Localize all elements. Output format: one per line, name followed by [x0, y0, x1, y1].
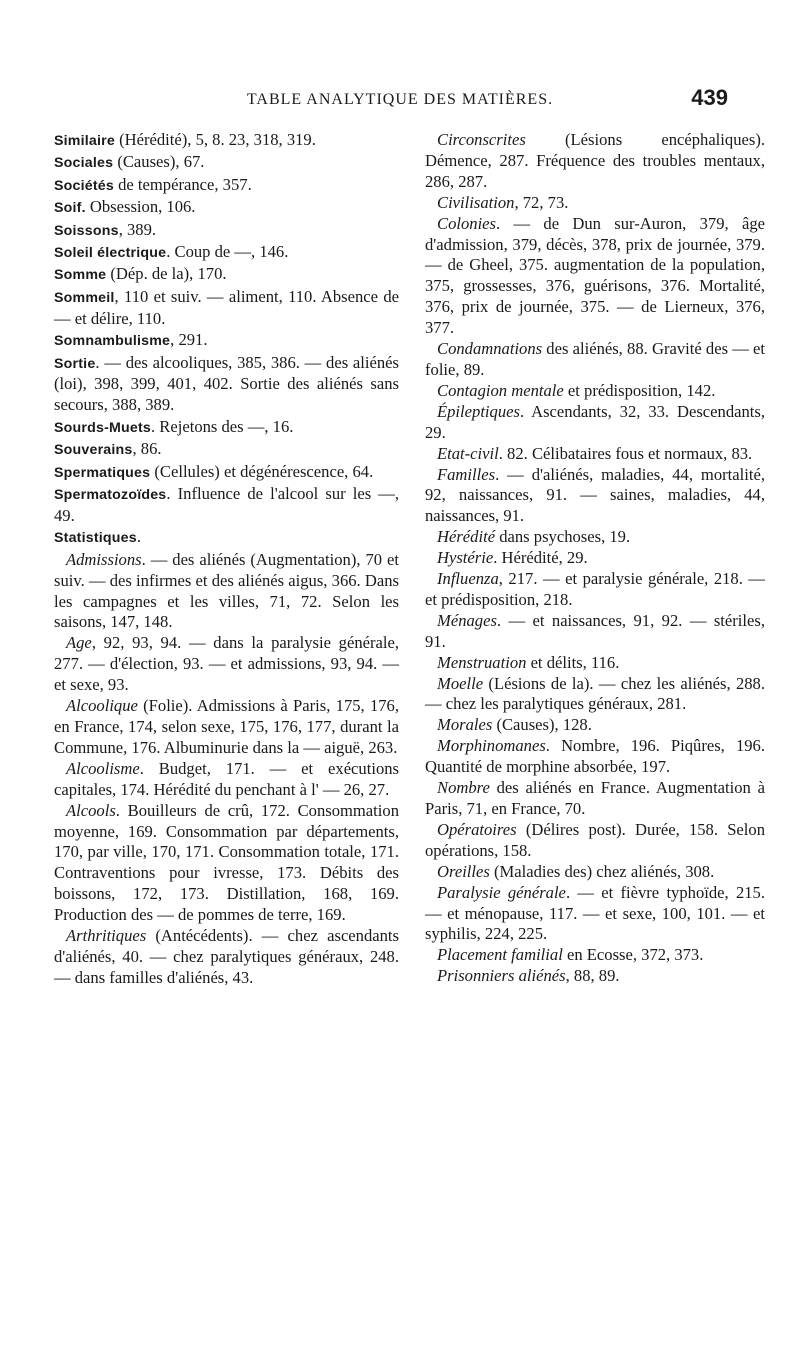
entry-subheading: Placement familial: [437, 945, 563, 965]
entry-text: . Influence de l'alcool sur les —, 49.: [54, 484, 399, 525]
entry-subheading: Etat-civil: [437, 443, 499, 463]
entry-subheading: Condamnations: [437, 339, 543, 359]
entry-text: et prédisposition, 142.: [563, 380, 716, 400]
entry-text: (Antécédents). — chez ascendants d'aliénés, 40. — chez paralytiques généraux, 248. — dans familles d'aliénés, 43.: [54, 926, 399, 987]
entry-headword: Somnambulisme: [54, 333, 171, 350]
entry-text: . 82. Célibataires fous et normaux, 83.: [498, 443, 753, 463]
entry-headword: Similaire: [54, 133, 115, 149]
index-entry: [425, 778, 765, 820]
index-entry: [54, 801, 399, 926]
entry-text: . — des alcooliques, 385, 386. — des aliénés (loi), 398, 399, 401, 402. Sortie des aliénés sans secours, 388, 389.: [54, 352, 399, 415]
entry-text: . — des aliénés (Augmentation), 70 et suiv. — des infirmes et des aliénés aigus, 366. Dans les campagnes et les villes, 71, 72. Selon les saisons, 147, 148.: [54, 549, 399, 632]
index-entry: [54, 633, 399, 696]
entry-text: et délits, 116.: [526, 652, 620, 672]
index-entry: [425, 569, 765, 611]
entry-headword: Sociétés: [54, 177, 114, 194]
entry-subheading: Alcoolisme: [66, 758, 140, 778]
entry-subheading: Nombre: [437, 778, 490, 798]
entry-text: (Maladies des) chez aliénés, 308.: [489, 861, 715, 881]
index-entry: [425, 381, 765, 402]
index-entry: [54, 175, 399, 197]
index-entry: [54, 353, 399, 417]
index-entry: [425, 465, 765, 528]
entry-headword: Statistiques: [54, 530, 137, 547]
entry-text: . Bouilleurs de crû, 172. Consommation moyenne, 169. Consommation par départements, 170, par ville, 170, 171. Consommation totale, 171. Contraventions pour ivresse, 173. Débits des boissons, 172, 173. Distillation, 168, 169. Production des — de pommes de terre, 169.: [54, 800, 399, 925]
entry-text: . Coup de —, 146.: [166, 242, 289, 262]
index-entry: [54, 527, 399, 549]
entry-subheading: Morphinomanes: [437, 736, 546, 756]
index-entry: [425, 402, 765, 444]
entry-subheading: Influenza: [437, 569, 499, 589]
entry-subheading: Paralysie générale: [437, 882, 566, 902]
entry-text: en Ecosse, 372, 373.: [562, 945, 704, 965]
entry-text: (Hérédité), 5, 8. 23, 318, 319.: [114, 130, 316, 149]
index-entry: [425, 339, 765, 381]
entry-headword: Soissons: [54, 222, 119, 239]
entry-headword: Souverains: [54, 442, 133, 459]
entry-text: . — d'aliénés, maladies, 44, mortalité, 92, naissances, 91. — saines, maladies, 44, naissances, 91.: [425, 464, 765, 526]
entry-text: (Folie). Admissions à Paris, 175, 176, en France, 174, selon sexe, 175, 176, 177, durant la Commune, 176. Albuminurie dans la — aiguë, 263.: [54, 696, 399, 757]
entry-text: , 92, 93, 94. — dans la paralysie générale, 277. — d'élection, 93. — et admissions, 93, 94. — et sexe, 93.: [54, 633, 399, 695]
entry-text: (Dép. de la), 170.: [106, 264, 227, 284]
index-entry: [54, 130, 399, 152]
index-entry: [54, 264, 399, 286]
entry-text: , 389.: [118, 219, 157, 239]
entry-headword: Sortie: [54, 355, 96, 372]
entry-text: (Délires post). Durée, 158. Selon opérations, 158.: [425, 819, 765, 860]
entry-text: (Causes), 67.: [113, 152, 205, 172]
entry-subheading: Oreilles: [437, 861, 490, 881]
running-title: TABLE ANALYTIQUE DES MATIÈRES.: [246, 91, 554, 108]
index-entry: [54, 220, 399, 242]
entry-text: dans psychoses, 19.: [495, 527, 631, 547]
index-entry: [425, 548, 765, 569]
entry-subheading: Prisonniers aliénés: [437, 966, 566, 986]
index-entry: [425, 674, 765, 716]
entry-text: . — et fièvre typhoïde, 215. — et ménopause, 117. — et sexe, 100, 101. — et syphilis, 224, 225.: [425, 882, 765, 944]
index-entry: [54, 330, 399, 352]
index-entry: [54, 759, 399, 801]
entry-text: de tempérance, 357.: [113, 174, 252, 194]
entry-text: .: [136, 527, 141, 547]
left-column: [54, 130, 399, 989]
entry-text: , 110 et suiv. — aliment, 110. Absence de — et délire, 110.: [54, 286, 399, 328]
entry-text: . Budget, 171. — et exécutions capitales, 174. Hérédité du penchant à l' — 26, 27.: [54, 758, 399, 799]
entry-text: (Lésions de la). — chez les aliénés, 288. — chez les paralytiques généraux, 281.: [425, 673, 765, 714]
entry-text: . Nombre, 196. Piqûres, 196. Quantité de morphine absorbée, 197.: [425, 736, 765, 777]
index-entry: [425, 736, 765, 778]
entry-subheading: Circonscrites: [437, 130, 526, 149]
index-entry: [425, 862, 765, 883]
entry-subheading: Opératoires: [437, 819, 517, 839]
entry-text: . Hérédité, 29.: [493, 548, 588, 568]
index-entry: [54, 417, 399, 439]
entry-subheading: Hérédité: [437, 527, 496, 547]
entry-subheading: Age: [66, 633, 92, 653]
entry-subheading: Hystérie: [437, 548, 494, 568]
index-entry: [425, 820, 765, 862]
entry-text: , 72, 73.: [514, 192, 569, 212]
entry-headword: Sourds-Muets: [54, 419, 151, 436]
entry-subheading: Morales: [437, 715, 493, 735]
entry-text: (Causes), 128.: [492, 715, 592, 735]
index-entry: [425, 214, 765, 339]
index-entry: [54, 287, 399, 330]
entry-text: . — et naissances, 91, 92. — stériles, 91.: [425, 610, 765, 651]
entry-text: , 86.: [132, 439, 162, 459]
entry-headword: Spermatozoïdes: [54, 487, 167, 503]
entry-text: , 88, 89.: [565, 966, 620, 986]
index-entry: [425, 527, 765, 548]
index-entry: [54, 152, 399, 174]
entry-text: . — de Dun sur-Auron, 379, âge d'admission, 379, décès, 378, prix de journée, 379. — de Gheel, 375. augmentation de la population, 375, grossesses, 376, guérisons, 376. Mortalité, 376, prix de journée, 375. — de Lierneux, 376, 377.: [425, 213, 765, 338]
index-entry: [425, 715, 765, 736]
index-entry: [425, 193, 765, 214]
index-entry: [54, 197, 399, 219]
index-entry: [425, 883, 765, 946]
index-entry: [425, 945, 765, 966]
index-entry: [54, 484, 399, 527]
index-entry: [425, 444, 765, 465]
entry-headword: Spermatiques: [54, 464, 151, 481]
index-entry: [425, 130, 765, 193]
entry-subheading: Menstruation: [437, 652, 527, 672]
index-entry: [54, 926, 399, 989]
index-entry: [54, 550, 399, 634]
index-entry: [54, 462, 399, 484]
index-entry: [54, 242, 399, 264]
entry-subheading: Civilisation: [437, 192, 515, 212]
entry-subheading: Arthritiques: [66, 926, 147, 946]
entry-text: (Lésions encéphaliques). Démence, 287. Fréquence des troubles mentaux, 286, 287.: [425, 130, 765, 191]
entry-text: des aliénés en France. Augmentation à Paris, 71, en France, 70.: [425, 778, 765, 818]
entry-subheading: Contagion mentale: [437, 380, 564, 400]
entry-headword: Sociales: [54, 155, 114, 172]
entry-subheading: Colonies: [437, 213, 497, 233]
entry-headword: Somme: [54, 267, 107, 284]
entry-subheading: Ménages: [437, 610, 497, 630]
entry-subheading: Moelle: [437, 673, 484, 693]
entry-text: Obsession, 106.: [85, 197, 196, 217]
index-entry: [425, 611, 765, 653]
entry-text: , 291.: [170, 330, 208, 350]
entry-headword: Soleil électrique: [54, 245, 167, 262]
index-entry: [425, 966, 765, 987]
page-header: [0, 12, 800, 110]
entry-headword: Soif.: [54, 200, 86, 217]
entry-subheading: Admissions: [66, 549, 142, 569]
entry-headword: Sommeil: [54, 289, 115, 306]
index-entry: [54, 439, 399, 461]
entry-subheading: Alcools: [66, 800, 116, 820]
entry-subheading: Alcoolique: [66, 696, 138, 716]
entry-subheading: Familles: [437, 464, 496, 484]
entry-text: , 217. — et paralysie générale, 218. — et prédisposition, 218.: [425, 569, 765, 609]
right-column: [425, 130, 765, 987]
page-number: 439: [691, 85, 728, 110]
index-entry: [425, 653, 765, 674]
entry-text: . Rejetons des —, 16.: [151, 416, 294, 436]
entry-subheading: Épileptiques: [437, 401, 520, 421]
index-entry: [54, 696, 399, 759]
entry-text: des aliénés, 88. Gravité des — et folie, 89.: [425, 339, 765, 379]
entry-text: . Ascendants, 32, 33. Descendants, 29.: [425, 401, 765, 442]
entry-text: (Cellules) et dégénérescence, 64.: [150, 461, 374, 481]
